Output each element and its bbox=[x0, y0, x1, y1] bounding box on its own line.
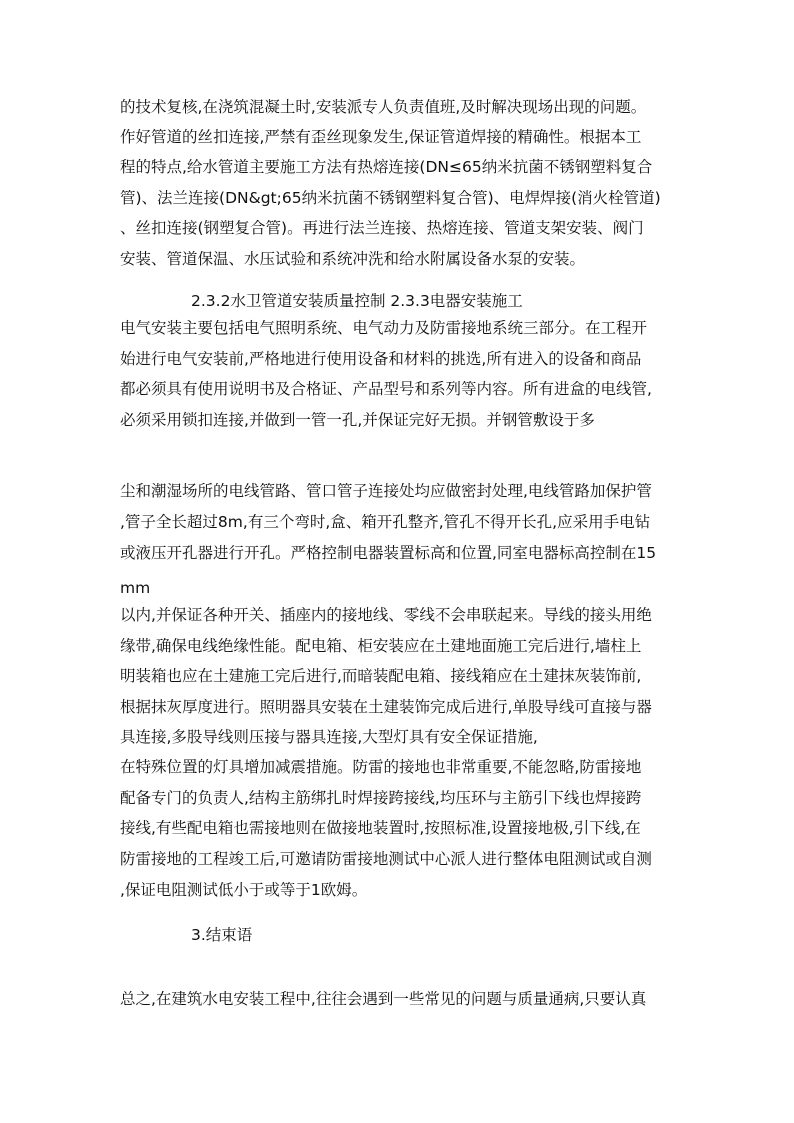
text-line: 安装、管道保温、水压试验和系统冲洗和给水附属设备水泵的安装。 bbox=[120, 250, 586, 268]
text-line: 尘和潮湿场所的电线管路、管口管子连接处均应做密封处理,电线管路加保护管 bbox=[120, 482, 652, 500]
text-line: 具连接,多股导线则压接与器具连接,大型灯具有安全保证措施, bbox=[120, 728, 538, 746]
text-line: 程的特点,给水管道主要施工方法有热熔连接(DN≤65纳米抗菌不锈钢塑料复合 bbox=[120, 158, 653, 176]
text-line: 的技术复核,在浇筑混凝土时,安装派专人负责值班,及时解决现场出现的问题。 bbox=[120, 98, 647, 116]
text-line: 缘带,确保电线绝缘性能。配电箱、柜安装应在土建地面施工完后进行,墙柱上 bbox=[120, 637, 642, 655]
section-heading: 2.3.2水卫管道安装质量控制 2.3.3电器安装施工 bbox=[191, 292, 523, 310]
text-line: ,保证电阻测试低小于或等于1欧姆。 bbox=[120, 881, 368, 899]
text-line: 根据抹灰厚度进行。照明器具安装在土建装饰完成后进行,单股导线可直接与器 bbox=[120, 698, 652, 716]
text-line: ,管子全长超过8m,有三个弯时,盒、箱开孔整齐,管孔不得开长孔,应采用手电钻 bbox=[120, 513, 651, 531]
text-line: 配备专门的负责人,结构主筋绑扎时焊接跨接线,均压环与主筋引下线也焊接跨 bbox=[120, 789, 642, 807]
text-line: 都必须具有使用说明书及合格证、产品型号和系列等内容。所有进盒的电线管, bbox=[120, 380, 652, 398]
text-line: 、丝扣连接(钢塑复合管)。再进行法兰连接、热熔连接、管道支架安装、阀门 bbox=[120, 219, 644, 237]
text-line: mm bbox=[120, 579, 151, 597]
text-line: 始进行电气安装前,严格地进行使用设备和材料的挑选,所有进入的设备和商品 bbox=[120, 350, 642, 368]
text-line: 明装箱也应在土建施工完后进行,而暗装配电箱、接线箱应在土建抹灰装饰前, bbox=[120, 667, 642, 685]
text-line: 在特殊位置的灯具增加减震措施。防雷的接地也非常重要,不能忽略,防雷接地 bbox=[120, 758, 642, 776]
text-line: 接线,有些配电箱也需接地则在做接地装置时,按照标准,设置接地极,引下线,在 bbox=[120, 819, 641, 837]
text-line: 以内,并保证各种开关、插座内的接地线、零线不会串联起来。导线的接头用绝 bbox=[120, 606, 652, 624]
text-line: 总之,在建筑水电安装工程中,往往会遇到一些常见的问题与质量通病,只要认真 bbox=[120, 990, 647, 1008]
text-line: 电气安装主要包括电气照明系统、电气动力及防雷接地系统三部分。在工程开 bbox=[120, 319, 648, 337]
text-line: 作好管道的丝扣连接,严禁有歪丝现象发生,保证管道焊接的精确性。根据本工 bbox=[120, 128, 642, 146]
text-line: 管)、法兰连接(DN&gt;65纳米抗菌不锈钢塑料复合管)、电焊焊接(消火栓管道) bbox=[120, 189, 661, 207]
section-heading: 3.结束语 bbox=[191, 926, 253, 944]
text-line: 必须采用锁扣连接,并做到一管一孔,并保证完好无损。并钢管敷设于多 bbox=[120, 411, 595, 429]
text-line: 或液压开孔器进行开孔。严格控制电器装置标高和位置,同室电器标高控制在15 bbox=[120, 544, 657, 562]
text-line: 防雷接地的工程竣工后,可邀请防雷接地测试中心派人进行整体电阻测试或自测 bbox=[120, 850, 652, 868]
